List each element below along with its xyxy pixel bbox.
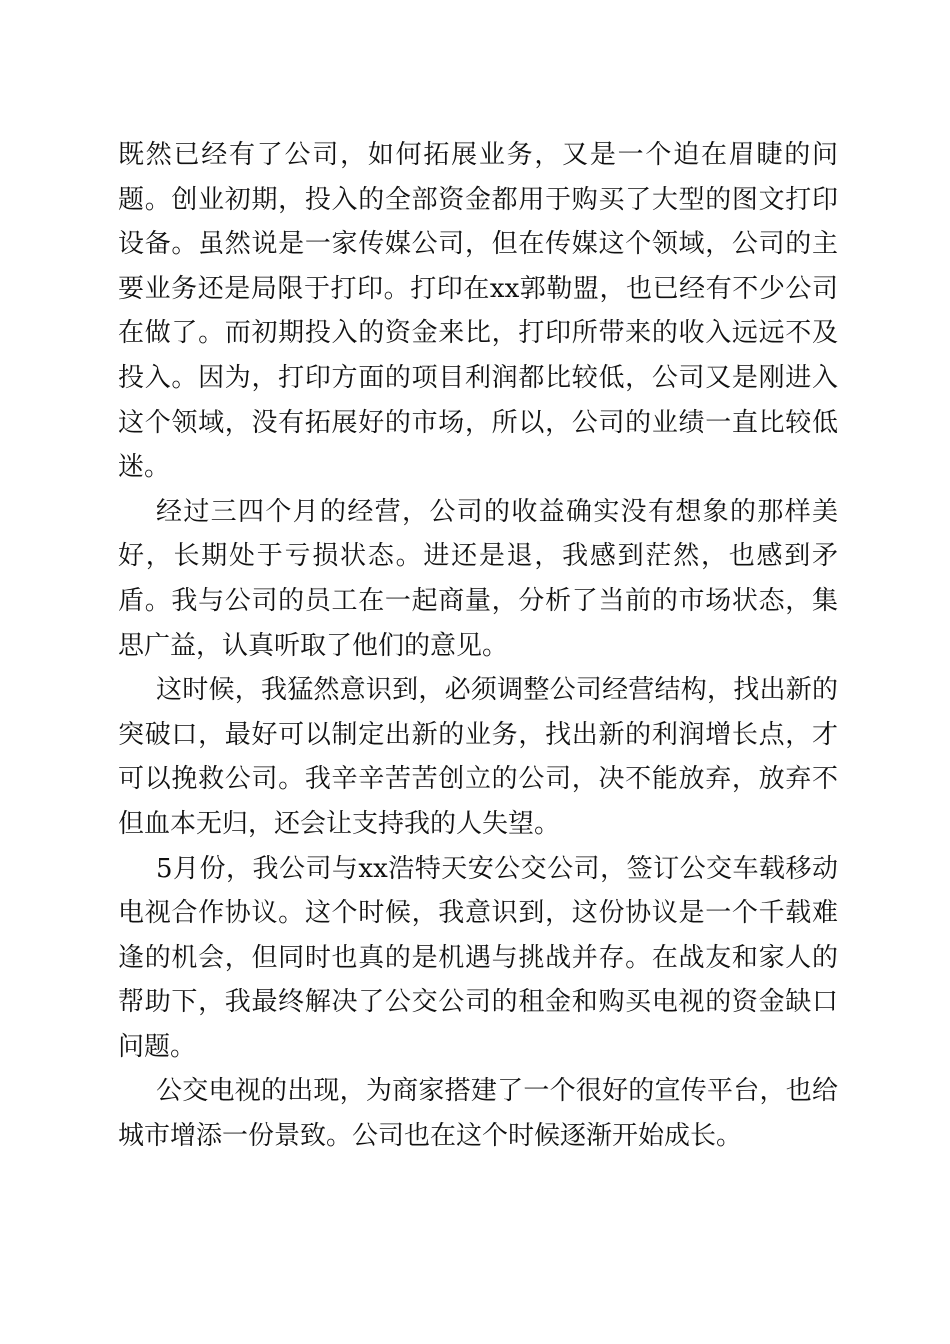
paragraph-1: 既然已经有了公司，如何拓展业务，又是一个迫在眉睫的问题。创业初期，投入的全部资金都用于购买了大型的图文打印设备。虽然说是一家传媒公司，但在传媒这个领域，公司的主要业务还是局限于打印。打印在xx郭勒盟，也已经有不少公司在做了。而初期投入的资金来比，打印所带来的收入远远不及投入。因为，打印方面的项目利润都比较低，公司又是刚进入这个领域，没有拓展好的市场，所以，公司的业绩一直比较低迷。 bbox=[118, 140, 838, 483]
paragraph-2: 经过三四个月的经营，公司的收益确实没有想象的那样美好，长期处于亏损状态。进还是退，我感到茫然，也感到矛盾。我与公司的员工在一起商量，分析了当前的市场状态，集思广益，认真听取了他们的意见。 bbox=[118, 496, 838, 661]
paragraph-5: 公交电视的出现，为商家搭建了一个很好的宣传平台，也给城市增添一份景致。公司也在这个时候逐渐开始成长。 bbox=[118, 1076, 838, 1152]
paragraph-3: 这时候，我猛然意识到，必须调整公司经营结构，找出新的突破口，最好可以制定出新的业务，找出新的利润增长点，才可以挽救公司。我辛辛苦苦创立的公司，决不能放弃，放弃不但血本无归，还会让支持我的人失望。 bbox=[118, 675, 838, 839]
document-body bbox=[118, 133, 838, 1159]
paragraph-4: 5月份，我公司与xx浩特天安公交公司，签订公交车载移动电视合作协议。这个时候，我意识到，这份协议是一个千载难逢的机会，但同时也真的是机遇与挑战并存。在战友和家人的帮助下，我最终解决了公交公司的租金和购买电视的资金缺口问题。 bbox=[118, 853, 838, 1062]
